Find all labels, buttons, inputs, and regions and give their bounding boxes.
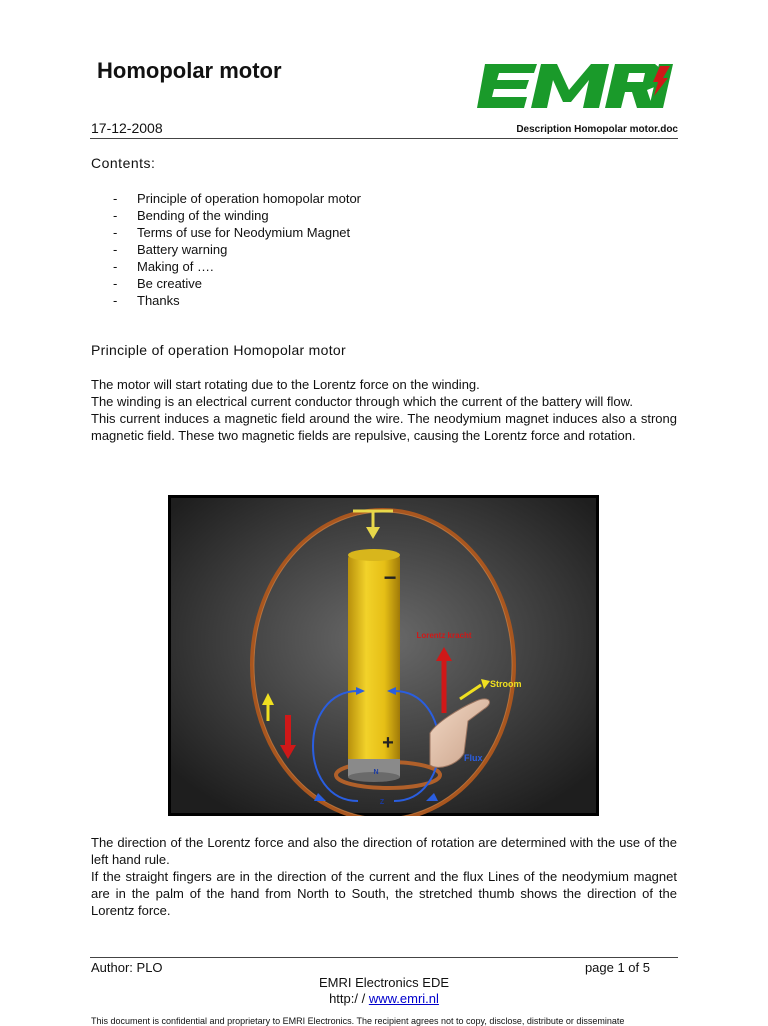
north-pole-label: N — [373, 769, 379, 776]
document-filename: Description Homopolar motor.doc — [516, 124, 678, 135]
contents-heading: Contents: — [91, 155, 156, 171]
contents-item: - Terms of use for Neodymium Magnet — [113, 225, 351, 240]
footer-author: Author: PLO — [91, 960, 163, 975]
contents-list — [113, 190, 361, 309]
contents-item: - Thanks — [113, 293, 180, 308]
contents-item: - Principle of operation homopolar motor — [113, 191, 362, 206]
south-pole-label: Z — [379, 799, 385, 806]
contents-item: - Be creative — [113, 276, 203, 291]
footer-url — [0, 991, 768, 1006]
document-title: Homopolar motor — [97, 58, 282, 83]
section-heading: Principle of operation Homopolar motor — [91, 342, 346, 358]
minus-label: − — [383, 565, 397, 590]
paragraph-left-hand-rule — [91, 834, 677, 919]
paragraph-principle — [91, 376, 677, 444]
lorentz-force-label: Lorentz kracht — [416, 631, 472, 640]
paragraph-line: This current induces a magnetic field around the wire. The neodymium magnet induces also a strong magnetic field. These two magnetic fields are repulsive, causing the Lorentz force and rotation. — [91, 411, 677, 443]
paragraph-line: The motor will start rotating due to the Lorentz force on the winding. — [91, 377, 480, 392]
confidentiality-disclaimer: This document is confidential and proprietary to EMRI Electronics. The recipient agrees not to copy, disclose, distribute or disseminate — [91, 1016, 625, 1026]
header-divider — [90, 138, 678, 139]
footer-page-number: page 1 of 5 — [584, 960, 650, 975]
plus-label: + — [382, 732, 394, 754]
footer-url-prefix: http:/ / — [329, 991, 369, 1006]
homopolar-motor-photo — [168, 495, 599, 816]
contents-item: - Bending of the winding — [113, 208, 269, 223]
footer-divider — [90, 957, 678, 958]
emri-logo — [477, 64, 673, 108]
paragraph-line: The winding is an electrical current conductor through which the current of the battery will flow. — [91, 394, 633, 409]
current-label: Stroom — [490, 679, 522, 689]
contents-item: - Battery warning — [113, 242, 228, 257]
contents-item: - Making of …. — [113, 259, 214, 274]
paragraph-line: The direction of the Lorentz force and also the direction of rotation are determined with the use of the left hand rule. — [91, 835, 677, 867]
flux-label: Flux — [464, 753, 483, 763]
paragraph-line: If the straight fingers are in the direction of the current and the flux Lines of the neodymium magnet are in the palm of the hand from North to South, the stretched thumb shows the direction of the Lorentz force. — [91, 869, 677, 918]
document-date: 17-12-2008 — [91, 120, 163, 136]
footer-company: EMRI Electronics EDE — [318, 975, 450, 990]
website-link[interactable]: www.emri.nl — [368, 991, 439, 1006]
